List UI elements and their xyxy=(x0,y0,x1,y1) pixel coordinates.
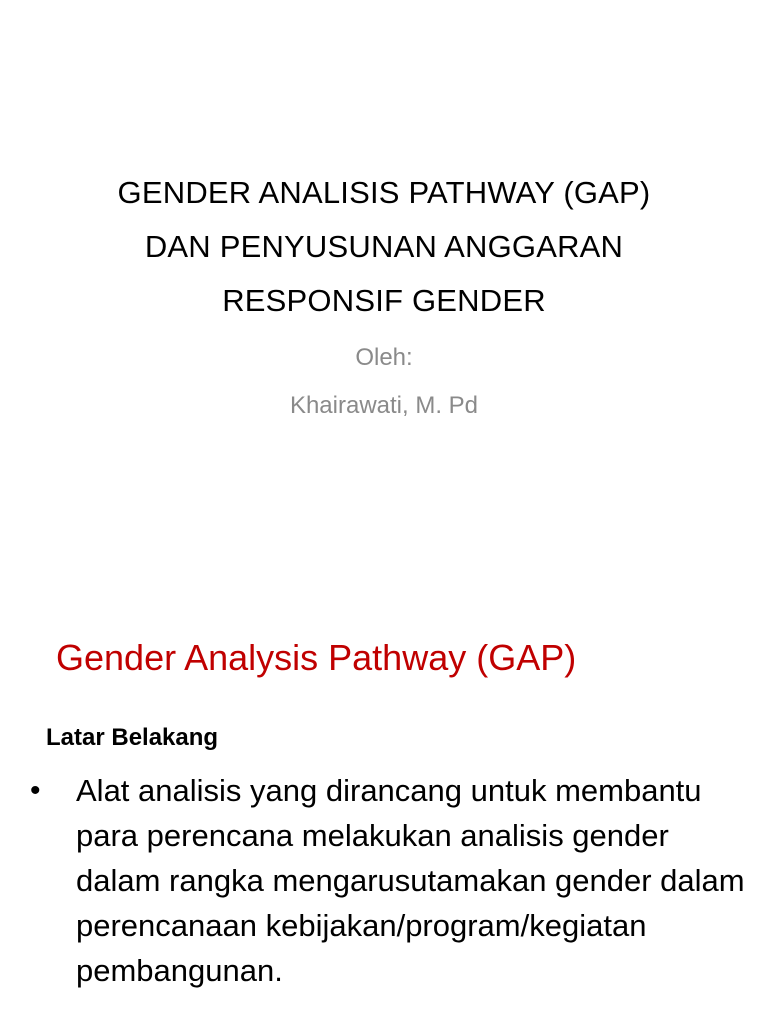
section-label: Latar Belakang xyxy=(46,724,219,751)
bullet-list xyxy=(26,768,746,993)
list-item xyxy=(26,768,746,993)
slide-subtitle xyxy=(0,334,768,430)
title-line-1: GENDER ANALISIS PATHWAY (GAP) xyxy=(117,175,651,210)
title-line-2: DAN PENYUSUNAN ANGGARAN xyxy=(144,229,624,264)
title-line-3: RESPONSIF GENDER xyxy=(222,283,546,318)
bullet-dot-icon: • xyxy=(30,774,41,807)
subtitle-author: Khairawati, M. Pd xyxy=(289,392,479,419)
bullet-text: Alat analisis yang dirancang untuk membantu para perencana melakukan analisis gender dalam rangka mengarusutamakan gender dalam perencanaan kebijakan/program/kegiatan pembangunan. xyxy=(76,773,745,988)
subtitle-by-label: Oleh: xyxy=(355,344,413,371)
content-heading: Gender Analysis Pathway (GAP) xyxy=(56,637,577,678)
slide-title xyxy=(0,166,768,328)
content-slide xyxy=(0,576,768,1024)
